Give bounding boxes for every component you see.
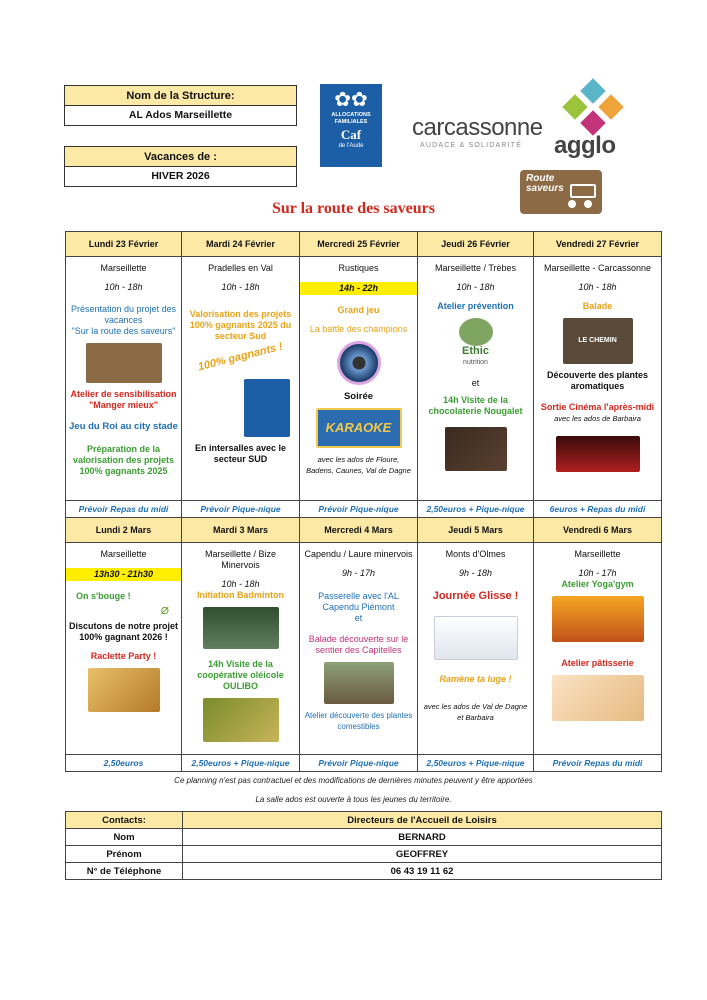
agglo-name1: carcassonne	[412, 114, 543, 141]
caf-line3: de l'Aude	[338, 143, 364, 149]
day-footer: Prévoir Pique-nique	[182, 501, 300, 518]
activity: Présentation du projet des vacances	[70, 304, 177, 325]
activity: avec les ados de Barbaira	[554, 414, 641, 423]
prenom-value: GEOFFREY	[183, 846, 662, 863]
activity: Atelier découverte des plantes comestibles	[304, 711, 413, 731]
day-header: Mardi 3 Mars	[182, 518, 300, 543]
route-line1: Route	[526, 173, 555, 184]
capitelles-image	[324, 662, 394, 704]
caf-people-icon: ✿✿	[334, 89, 368, 111]
activity: Journée Glisse !	[432, 590, 519, 602]
time: 10h - 18h	[104, 282, 143, 292]
location: Rustiques	[338, 263, 379, 273]
tel-value: 06 43 19 11 62	[183, 863, 662, 880]
ethic-logo-icon	[459, 318, 493, 346]
activity: Préparation de la valorisation des projets 100% gagnants 2025	[72, 444, 175, 476]
tel-label: N° de Téléphone	[66, 863, 183, 880]
time: 10h - 18h	[456, 282, 495, 292]
day-cell	[66, 543, 181, 718]
activity: 14h Visite de la chocolaterie Nougalet	[428, 395, 523, 416]
karaoke-image: KARAOKE	[316, 408, 402, 448]
day-header: Lundi 23 Février	[66, 232, 182, 257]
diamond-blue-icon	[580, 78, 605, 103]
vacances-box	[64, 146, 297, 187]
contacts-header: Directeurs de l'Accueil de Loisirs	[183, 812, 662, 829]
time: 10h - 18h	[221, 282, 260, 292]
cinema-image	[556, 436, 640, 472]
luge-image	[434, 616, 518, 660]
structure-box	[64, 85, 297, 126]
day-cell	[534, 543, 661, 727]
day-cell	[418, 257, 533, 477]
caf-line2: Caf	[340, 127, 362, 142]
activity: Découverte des plantes aromatiques	[546, 370, 649, 391]
activity: Atelier pâtisserie	[561, 658, 634, 668]
day-cell	[182, 257, 299, 465]
day-header: Mercredi 25 Février	[300, 232, 418, 257]
day-header: Mercredi 4 Mars	[300, 518, 418, 543]
speaker-image	[337, 341, 381, 385]
day-header: Mardi 24 Février	[182, 232, 300, 257]
day-header: Vendredi 6 Mars	[534, 518, 662, 543]
activity: Ramène ta luge !	[439, 674, 512, 684]
vacances-label: Vacances de :	[65, 147, 296, 167]
agglo-tagline: AUDACE & SOLIDARITÉ	[420, 142, 523, 149]
schedule-table	[65, 231, 662, 772]
time: 14h - 22h	[300, 282, 417, 295]
chocolate-image	[445, 427, 507, 471]
contacts-label: Contacts:	[66, 812, 183, 829]
activity: Sortie Cinéma l'après-midi	[540, 402, 655, 412]
activity: et	[471, 378, 480, 388]
yoga-image	[552, 596, 644, 642]
truck-icon	[570, 184, 596, 198]
activity: et	[354, 613, 363, 623]
olive-image	[203, 698, 279, 742]
nom-label: Nom	[66, 829, 183, 846]
caf-small-logo	[244, 379, 290, 437]
agglo-name2: agglo	[554, 132, 616, 159]
caf-line1: ALLOCATIONS FAMILIALES	[331, 112, 371, 125]
raclette-image	[88, 668, 160, 712]
vacances-value: HIVER 2026	[65, 167, 296, 186]
activity: Raclette Party !	[90, 651, 157, 661]
location: Capendu / Laure minervois	[304, 549, 413, 559]
time: 13h30 - 21h30	[66, 568, 181, 581]
agglo-logo	[412, 80, 642, 170]
structure-value: AL Ados Marseillette	[65, 106, 296, 125]
day-footer: 2,50euros	[66, 755, 182, 772]
day-footer: Prévoir Pique-nique	[300, 755, 418, 772]
activity: "Manger mieux"	[88, 400, 159, 410]
disclaimer-note: Ce planning n'est pas contractuel et des modifications de dernières minutes peuvent y être apportées	[174, 776, 533, 785]
activity: avec les ados de Floure, Badens, Caunes, Val de Dagne	[306, 455, 411, 475]
time: 9h - 17h	[341, 568, 376, 578]
day-header: Jeudi 5 Mars	[418, 518, 534, 543]
location: Marseillette / Bize Minervois	[204, 549, 277, 570]
location: Marseillette - Carcassonne	[543, 263, 652, 273]
activity: Atelier prévention	[437, 301, 514, 311]
caf-logo	[320, 84, 382, 167]
day-footer: 2,50euros + Pique-nique	[418, 501, 534, 518]
page-title: Sur la route des saveurs	[272, 200, 435, 217]
day-cell	[300, 543, 417, 732]
day-cell	[66, 257, 181, 477]
activity: Balade découverte sur le sentier des Capitelles	[308, 634, 409, 655]
activity: La battle des champions	[309, 324, 408, 334]
day-footer: Prévoir Repas du midi	[66, 501, 182, 518]
ping-pong-icon: ⌀	[160, 601, 169, 617]
structure-label: Nom de la Structure:	[65, 86, 296, 106]
time: 10h - 17h	[578, 568, 617, 578]
nom-value: BERNARD	[183, 829, 662, 846]
badminton-image	[203, 607, 279, 649]
time: 9h - 18h	[458, 568, 493, 578]
ethic-name: Ethic	[462, 345, 489, 357]
gagnants-sticker: 100% gagnants !	[196, 340, 284, 374]
route-saveurs-image	[86, 343, 162, 383]
location: Monts d'Olmes	[445, 549, 506, 559]
day-footer: 6euros + Repas du midi	[534, 501, 662, 518]
day-footer: 2,50euros + Pique-nique	[182, 755, 300, 772]
day-header: Lundi 2 Mars	[66, 518, 182, 543]
le-chemin-image: LE CHEMIN	[563, 318, 633, 364]
day-cell	[182, 543, 299, 748]
activity: 14h Visite de la coopérative oléicole OULIBO	[197, 659, 284, 691]
activity: "Sur la route des saveurs"	[71, 326, 176, 336]
activity: Atelier de sensibilisation	[70, 389, 177, 399]
time: 10h - 18h	[578, 282, 617, 292]
activity: Passerelle avec l'AL Capendu Piémont	[318, 591, 399, 612]
diamond-green-icon	[562, 94, 587, 119]
day-cell	[418, 543, 533, 723]
day-footer: Prévoir Repas du midi	[534, 755, 662, 772]
ethic-sub: nutrition	[463, 359, 488, 366]
activity: avec les ados de Val de Dagne et Barbaira	[423, 702, 528, 722]
location: Pradelles en Val	[208, 263, 273, 273]
route-line2: saveurs	[526, 183, 564, 194]
activity: Atelier Yoga'gym	[561, 579, 634, 589]
patisserie-image	[552, 675, 644, 721]
day-cell	[300, 257, 417, 476]
activity: Initiation Badminton	[197, 590, 284, 600]
activity: En intersalles avec le secteur SUD	[194, 443, 287, 464]
day-footer: 2,50euros + Pique-nique	[418, 755, 534, 772]
prenom-label: Prénom	[66, 846, 183, 863]
day-cell	[534, 257, 661, 478]
day-header: Vendredi 27 Février	[534, 232, 662, 257]
activity: Grand jeu	[337, 305, 380, 315]
diamond-orange-icon	[598, 94, 623, 119]
activity: Balade	[582, 301, 613, 311]
activity: Jeu du Roi au city stade	[69, 421, 178, 432]
activity: Valorisation des projets 100% gagnants 2025 du secteur Sud	[189, 309, 292, 341]
day-header: Jeudi 26 Février	[418, 232, 534, 257]
activity: Soirée	[343, 391, 374, 402]
open-note: La salle ados est ouverte à tous les jeunes du territoire.	[255, 795, 452, 804]
location: Marseillette	[574, 549, 621, 559]
activity: Discutons de notre projet 100% gagnant 2026 !	[69, 621, 179, 642]
contacts-table	[65, 811, 662, 880]
day-footer: Prévoir Pique-nique	[300, 501, 418, 518]
location: Marseillette / Trèbes	[434, 263, 517, 273]
location: Marseillette	[100, 263, 147, 273]
activity: On s'bouge !	[76, 591, 131, 601]
location: Marseillette	[100, 549, 147, 559]
time: 10h - 18h	[221, 579, 260, 589]
